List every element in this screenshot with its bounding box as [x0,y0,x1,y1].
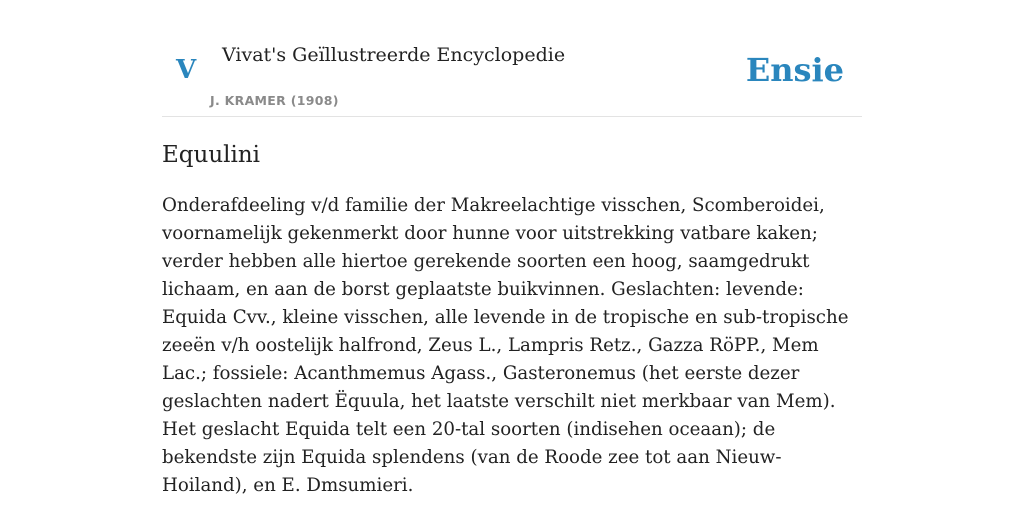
source-title-link[interactable]: Vivat's Geïllustreerde Encyclopedie [222,44,566,66]
entry-body: Onderafdeeling v/d familie der Makreelachtige visschen, Scomberoidei, voornamelijk gekenmerkt door hunne voor uitstrekking vatbare kaken; verder hebben alle hiertoe gerekende soorten een hoog, saamgedrukt lichaam, en aan de borst geplaatste buikvinnen. Geslachten: levende: Equida Cvv., kleine visschen, alle levende in de tropische en sub-tropische zeeën v/h oostelijk halfrond, Zeus L., Lampris Retz., Gazza RöPP., Mem Lac.; fossiele: Acanthmemus Agass., Gasteronemus (het eerste dezer geslachten nadert Ëquula, het laatste verschilt niet merkbaar van Mem). Het geslacht Equida telt een 20-tal soorten (indisehen oceaan); de bekendste zijn Equida splendens (van de Roode zee tot aan Nieuw-Hoiland), en E. Dmsumieri. [162,195,849,496]
entry-title: Equulini [162,142,261,168]
source-header [162,0,862,117]
source-author: J. KRAMER (1908) [210,93,339,108]
ensie-logo[interactable]: Ensie [745,51,844,89]
source-logo-icon[interactable]: V [176,55,197,85]
